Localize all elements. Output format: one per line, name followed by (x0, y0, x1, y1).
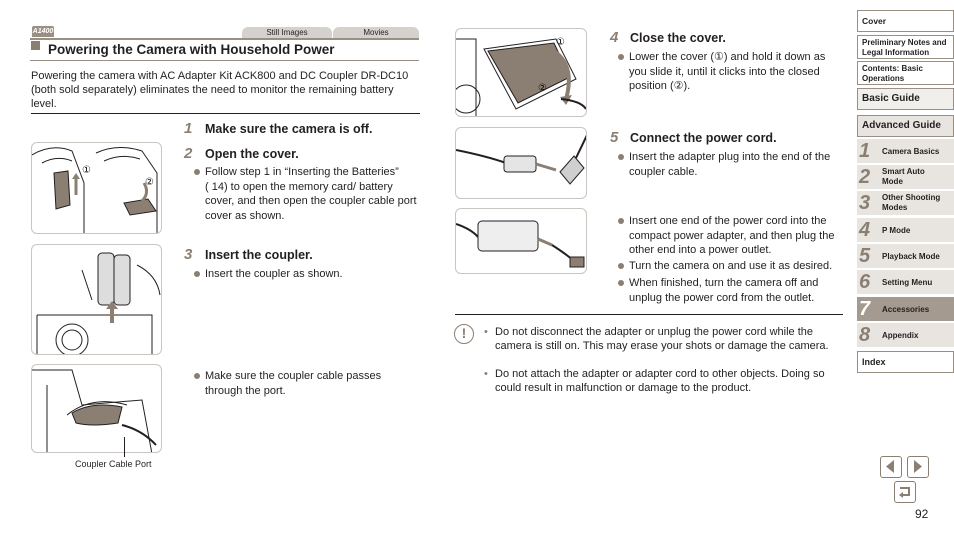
divider (31, 113, 420, 114)
chapter-number: 1 (859, 140, 871, 162)
nav-chapter-8[interactable] (857, 323, 954, 347)
figure-close-cover (455, 28, 587, 117)
marker-two: ② (145, 177, 154, 188)
step-2-title: Open the cover. (205, 147, 299, 161)
chapter-label: Playback Mode (882, 252, 940, 261)
step-5-bullet-1: Insert the adapter plug into the end of the coupler cable. (618, 150, 844, 179)
previous-page-button[interactable] (880, 456, 902, 478)
return-icon (895, 482, 914, 501)
figure-cable-port (31, 364, 162, 453)
nav-index[interactable]: Index (857, 351, 954, 373)
caution-icon: ! (454, 324, 474, 344)
chapter-label: Smart Auto Mode (882, 167, 925, 186)
marker-one: ① (82, 165, 91, 176)
step-4-number: 4 (610, 29, 619, 46)
chapter-number: 2 (859, 166, 871, 188)
nav-contents[interactable]: Contents: Basic Operations (857, 61, 954, 85)
chapter-label: Setting Menu (882, 278, 933, 287)
step-3-bullet-2: Make sure the coupler cable passes through the port. (194, 369, 420, 398)
chapter-number: 8 (859, 324, 871, 346)
chapter-number: 5 (859, 245, 871, 267)
title-marker (31, 41, 40, 50)
nav-chapter-6[interactable] (857, 270, 954, 294)
nav-chapter-4[interactable] (857, 218, 954, 242)
step-2-bullet: Follow step 1 in “Inserting the Batteries” ( 14) to open the memory card/ battery cover, and then open the coupler cable port cover as shown. (194, 165, 420, 223)
figure-insert-coupler (31, 244, 162, 355)
figure-power-adapter (455, 208, 587, 274)
caution-divider (455, 314, 843, 315)
step-3-bullet-1: Insert the coupler as shown. (194, 267, 420, 282)
marker-two: ② (538, 83, 547, 94)
return-button[interactable] (894, 481, 916, 503)
arrow-left-icon (881, 457, 900, 476)
caution-item-1: • Do not disconnect the adapter or unplug the power cord while the camera is still on. This may erase your shots or damage the camera. (484, 325, 844, 353)
model-badge: A1400 (32, 28, 54, 35)
nav-chapter-5[interactable] (857, 244, 954, 268)
nav-basic-guide[interactable]: Basic Guide (857, 88, 954, 110)
intro-text: Powering the camera with AC Adapter Kit ACK800 and DC Coupler DR-DC10 (both sold separately) eliminates the need to monitor the remaining battery level. (31, 70, 409, 110)
tab-still-images: Still Images (242, 27, 332, 38)
chapter-number: 7 (859, 298, 871, 320)
figure-open-cover (31, 142, 162, 234)
step-5-bullet-2: Insert one end of the power cord into the compact power adapter, and then plug the other end into a power outlet. (618, 214, 844, 258)
step-5-number: 5 (610, 129, 619, 146)
nav-chapter-7[interactable] (857, 297, 954, 321)
step-2-number: 2 (184, 145, 193, 162)
page-number: 92 (915, 507, 929, 521)
chapter-label: Appendix (882, 331, 919, 340)
page-title: Powering the Camera with Household Power (48, 42, 335, 57)
step-5-bullet-3: Turn the camera on and use it as desired. (618, 259, 844, 274)
step-1-title: Make sure the camera is off. (205, 122, 373, 136)
chapter-label: Accessories (882, 305, 930, 314)
step-3-title: Insert the coupler. (205, 248, 313, 262)
nav-chapter-3[interactable] (857, 191, 954, 215)
nav-advanced-guide[interactable]: Advanced Guide (857, 115, 954, 137)
chapter-label: P Mode (882, 226, 911, 235)
chapter-label: Other Shooting Modes (882, 193, 941, 212)
step-5-title: Connect the power cord. (630, 131, 777, 145)
figure-caption: Coupler Cable Port (75, 459, 152, 469)
step-3-number: 3 (184, 246, 193, 263)
chapter-number: 4 (859, 219, 871, 241)
arrow-right-icon (908, 457, 927, 476)
caption-leader-line (124, 437, 125, 457)
step-4-title: Close the cover. (630, 31, 726, 45)
nav-cover[interactable]: Cover (857, 10, 954, 32)
nav-chapter-2[interactable] (857, 165, 954, 189)
figure-connect-plug (455, 127, 587, 199)
chapter-number: 3 (859, 192, 871, 214)
nav-chapter-1[interactable] (857, 139, 954, 163)
chapter-label: Camera Basics (882, 147, 940, 156)
chapter-number: 6 (859, 271, 871, 293)
nav-preliminary[interactable]: Preliminary Notes and Legal Information (857, 35, 954, 59)
marker-one: ① (556, 37, 565, 48)
caution-item-2: • Do not attach the adapter or adapter cord to other objects. Doing so could result in malfunction or damage to the product. (484, 367, 844, 395)
tab-movies: Movies (333, 27, 419, 38)
step-5-bullet-4: When finished, turn the camera off and unplug the power cord from the outlet. (618, 276, 844, 305)
next-page-button[interactable] (907, 456, 929, 478)
step-1-number: 1 (184, 120, 193, 137)
step-4-bullet: Lower the cover (①) and hold it down as you slide it, until it clicks into the closed position (②). (618, 50, 842, 94)
